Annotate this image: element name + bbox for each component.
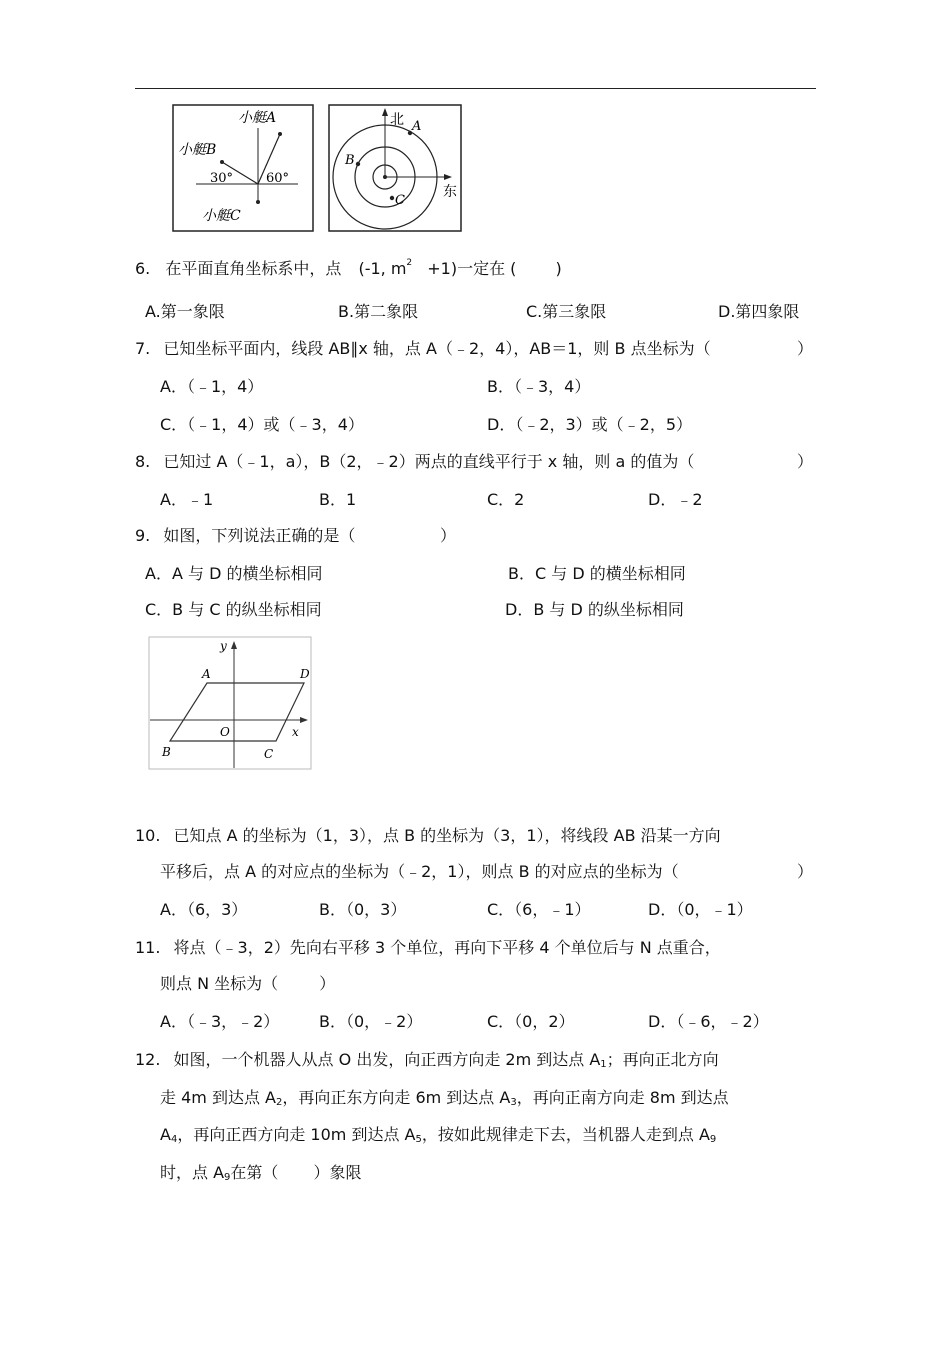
q8-close: ） — [797, 452, 814, 471]
q12-text-2c: ，再向正南方向走 8m 到达点 — [516, 1088, 729, 1107]
coord-d-label: D — [300, 667, 310, 681]
q7-stem — [135, 339, 711, 359]
q6-option-c[interactable]: C.第三象限 — [526, 302, 607, 321]
q8-stem — [135, 452, 694, 472]
q12-line1 — [135, 1050, 719, 1070]
coord-x-label: x — [292, 725, 299, 739]
coord-a-label: A — [202, 667, 211, 681]
q12-sub-4: 4 — [170, 1134, 178, 1145]
angle-60-label: 60° — [266, 171, 290, 186]
q6-text-c: +1)一定在 ( — [427, 259, 517, 278]
q12-text-4a: 时，点 A — [160, 1163, 225, 1182]
coord-c-label: C — [264, 747, 274, 761]
q12-text-3c: ，按如此规律走下去，当机器人走到点 A — [421, 1125, 710, 1144]
q12-sub-3: 3 — [510, 1097, 517, 1108]
q12-text-1b: ；再向正北方向 — [606, 1050, 719, 1069]
q12-sub-2: 2 — [275, 1097, 283, 1108]
q12-text-2a: 走 4m 到达点 A — [160, 1088, 276, 1107]
q8-option-d[interactable]: D．﹣2 — [648, 490, 703, 509]
q11-number: 11. — [135, 938, 161, 957]
compass-c-label: C — [395, 193, 405, 208]
q6-number: 6. — [135, 259, 151, 278]
q12-text-1a: 如图，一个机器人从点 O 出发，向正西方向走 2m 到达点 A — [173, 1050, 601, 1069]
q12-text-4b: 在第（ — [230, 1163, 279, 1182]
q9-option-d[interactable]: D．B 与 D 的纵坐标相同 — [505, 600, 684, 619]
q7-option-b[interactable]: B．（﹣3，4） — [487, 377, 591, 396]
q9-option-b[interactable]: B．C 与 D 的横坐标相同 — [508, 564, 686, 583]
north-label: 北 — [390, 112, 404, 128]
q12-line2 — [160, 1088, 729, 1108]
q7-text: 已知坐标平面内，线段 AB∥x 轴，点 A（﹣2，4），AB＝1，则 B 点坐标为（ — [163, 339, 711, 358]
q12-sub-9: 9 — [709, 1134, 717, 1145]
q11-line1 — [135, 938, 721, 958]
q11-text-1: 将点（﹣3，2）先向右平移 3 个单位，再向下平移 4 个单位后与 N 点重合， — [173, 938, 721, 957]
q6-sup: 2 — [406, 258, 413, 268]
q11-option-c[interactable]: C．（0，2） — [487, 1012, 575, 1031]
q7-option-a[interactable]: A．（﹣1，4） — [160, 377, 264, 396]
q12-line4 — [160, 1163, 362, 1183]
q11-close: ） — [319, 974, 336, 993]
q6-option-a[interactable]: A.第一象限 — [145, 302, 225, 321]
q6-stem — [135, 259, 562, 279]
compass-b-label: B — [345, 153, 355, 168]
q8-option-a[interactable]: A．﹣1 — [160, 490, 214, 509]
q9-close: ） — [440, 526, 457, 545]
compass-a-label: A — [412, 119, 422, 134]
q11-text-2: 则点 N 坐标为（ — [160, 974, 279, 993]
q7-number: 7. — [135, 339, 151, 358]
q11-option-d[interactable]: D．（﹣6，﹣2） — [648, 1012, 769, 1031]
q10-option-d[interactable]: D．（0，﹣1） — [648, 900, 753, 919]
q6-text-a: 在平面直角坐标系中，点 — [165, 259, 342, 278]
q9-option-a[interactable]: A．A 与 D 的横坐标相同 — [145, 564, 323, 583]
q7-option-d[interactable]: D．（﹣2，3）或（﹣2，5） — [487, 415, 693, 434]
q10-line2: 平移后，点 A 的对应点的坐标为（﹣2，1），则点 B 的对应点的坐标为（ — [160, 862, 679, 881]
q11-line2 — [160, 974, 335, 994]
q10-option-a[interactable]: A．（6，3） — [160, 900, 248, 919]
q6-option-d[interactable]: D.第四象限 — [718, 302, 800, 321]
header-rule — [135, 88, 816, 89]
q9-stem — [135, 526, 355, 546]
boats-figure — [172, 104, 314, 232]
q10-text-1: 已知点 A 的坐标为（1，3），点 B 的坐标为（3，1），将线段 AB 沿某一方向 — [173, 826, 721, 845]
q7-close: ） — [797, 339, 814, 358]
q11-option-b[interactable]: B．（0，﹣2） — [319, 1012, 423, 1031]
q12-line3 — [160, 1125, 716, 1145]
q11-option-a[interactable]: A．（﹣3，﹣2） — [160, 1012, 280, 1031]
q8-text: 已知过 A（﹣1，a），B（2，﹣2）两点的直线平行于 x 轴，则 a 的值为（ — [163, 452, 695, 471]
east-label: 东 — [443, 184, 457, 200]
q12-sub-9b: 9 — [224, 1172, 231, 1183]
q12-text-2b: ，再向正东方向走 6m 到达点 A — [282, 1088, 511, 1107]
compass-figure — [328, 104, 462, 232]
q10-line1 — [135, 826, 721, 846]
coordinate-figure — [148, 636, 312, 770]
q12-text-3b: ，再向正西方向走 10m 到达点 A — [177, 1125, 416, 1144]
q12-sub-5: 5 — [415, 1134, 422, 1145]
boat-c-label: 小艇C — [202, 208, 241, 224]
q10-option-c[interactable]: C．（6，﹣1） — [487, 900, 591, 919]
coord-b-label: B — [162, 745, 171, 759]
boat-b-label: 小艇B — [178, 142, 217, 158]
q10-close: ） — [797, 862, 814, 881]
boat-a-label: 小艇A — [238, 110, 277, 126]
q8-number: 8. — [135, 452, 151, 471]
q12-number: 12. — [135, 1050, 161, 1069]
q10-number: 10. — [135, 826, 161, 845]
q8-option-c[interactable]: C．2 — [487, 490, 525, 509]
coord-y-label: y — [220, 639, 227, 653]
q6-text-d: ) — [555, 259, 562, 278]
q9-text: 如图，下列说法正确的是（ — [163, 526, 356, 545]
q6-option-b[interactable]: B.第二象限 — [338, 302, 419, 321]
angle-30-label: 30° — [210, 171, 234, 186]
coord-o-label: O — [220, 725, 230, 739]
q6-text-b: (-1, m — [358, 259, 407, 278]
q9-option-c[interactable]: C．B 与 C 的纵坐标相同 — [145, 600, 322, 619]
q12-text-3a: A — [160, 1125, 171, 1144]
q12-text-4c: ）象限 — [313, 1163, 362, 1182]
q10-option-b[interactable]: B．（0，3） — [319, 900, 407, 919]
q12-sub-1: 1 — [600, 1059, 607, 1070]
q7-option-c[interactable]: C．（﹣1，4）或（﹣3，4） — [160, 415, 364, 434]
q9-number: 9. — [135, 526, 151, 545]
q8-option-b[interactable]: B．1 — [319, 490, 357, 509]
